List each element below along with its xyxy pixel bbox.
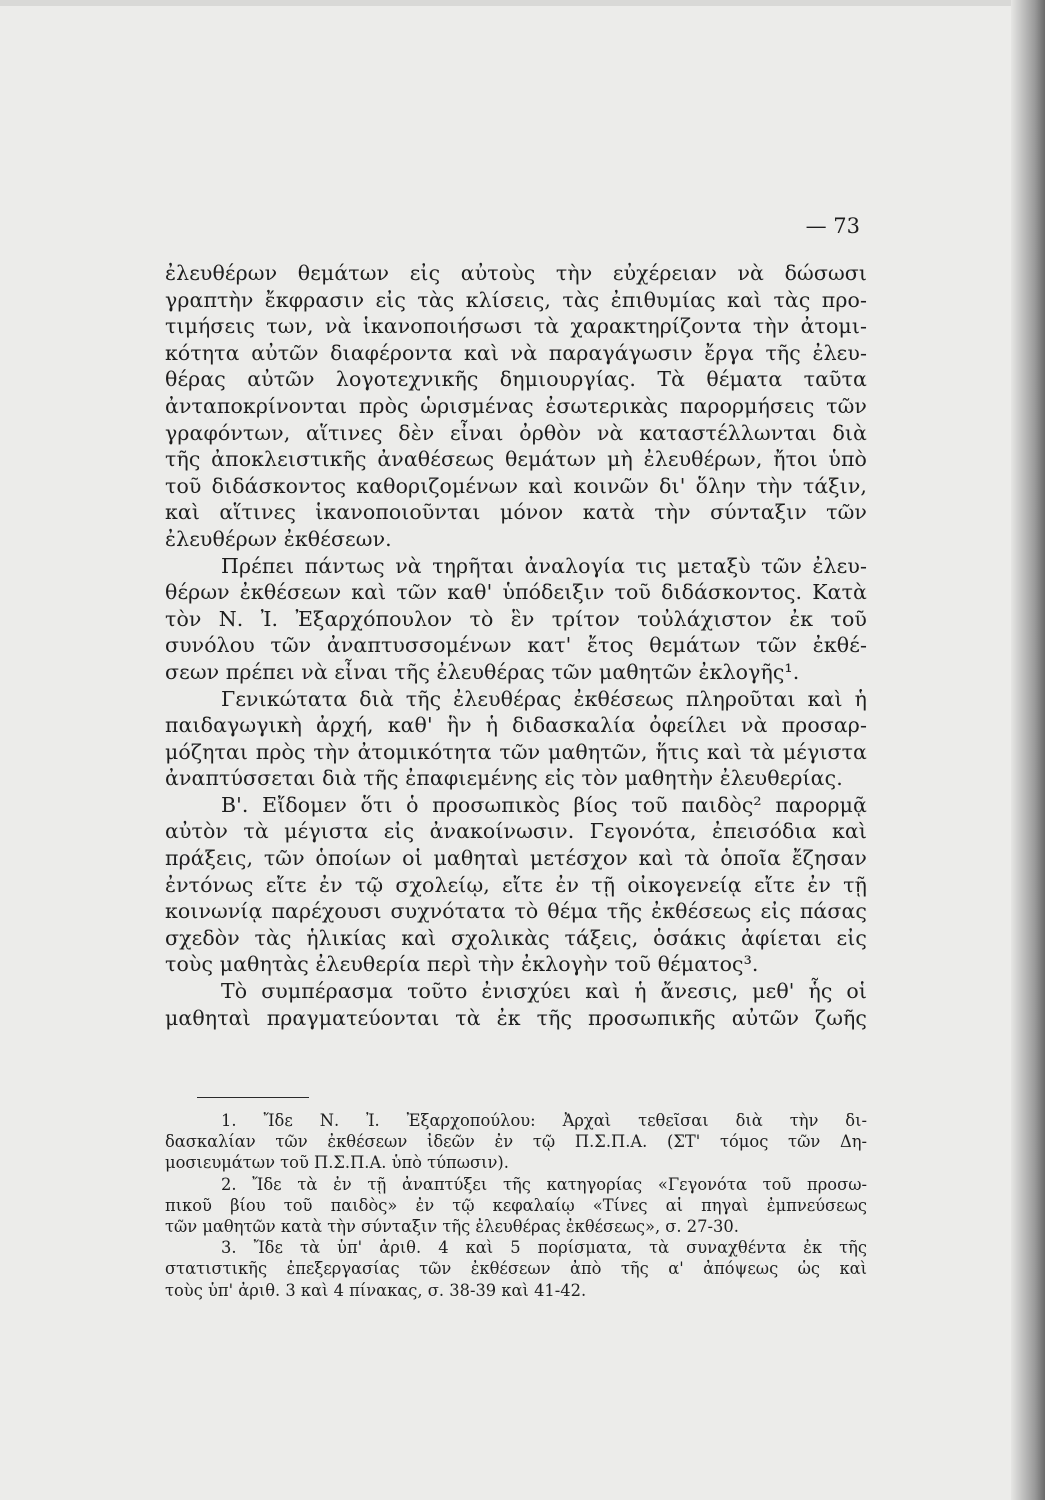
- footnote-line: μοσιευμάτων τοῦ Π.Σ.Π.Α. ὑπὸ τύπωσιν).: [165, 1153, 509, 1173]
- body-line: ἀναπτύσσεται διὰ τῆς ἐπαφιεμένης εἰς τὸν μαθητὴν ἐλευθερίας.: [165, 766, 843, 791]
- footnote-line: 2. Ἴδε τὰ ἐν τῇ ἀναπτύξει τῆς κατηγορίας «Γεγονότα τοῦ προσω-: [221, 1174, 867, 1194]
- page-binding-shadow: [1011, 0, 1045, 1500]
- body-line: ἀνταποκρίνονται πρὸς ὡρισμένας ἐσωτερικὰς παρορμήσεις τῶν: [165, 393, 867, 418]
- footnote-line: πικοῦ βίου τοῦ παιδὸς» ἐν τῷ κεφαλαίῳ «Τίνες αἱ πηγαὶ ἐμπνεύσεως: [165, 1195, 867, 1215]
- body-line: θέρας αὐτῶν λογοτεχνικῆς δημιουργίας. Τὰ θέματα ταῦτα: [165, 367, 867, 392]
- body-line: μόζηται πρὸς τὴν ἀτομικότητα τῶν μαθητῶν, ἥτις καὶ τὰ μέγιστα: [165, 739, 867, 764]
- footnote-line: τοὺς ὑπ' ἀριθ. 3 καὶ 4 πίνακας, σ. 38-39 καὶ 41-42.: [165, 1280, 587, 1300]
- body-line: αὐτὸν τὰ μέγιστα εἰς ἀνακοίνωσιν. Γεγονότα, ἐπεισόδια καὶ: [165, 819, 867, 844]
- body-line: συνόλου τῶν ἀναπτυσσομένων κατ' ἔτος θεμάτων τῶν ἐκθέ-: [165, 633, 867, 658]
- footnote-line: στατιστικῆς ἐπεξεργασίας τῶν ἐκθέσεων ἀπὸ τῆς α' ἀπόψεως ὡς καὶ: [165, 1259, 867, 1279]
- body-line: τὸν Ν. Ἰ. Ἐξαρχόπουλον τὸ ἓν τρίτον τοὐλάχιστον ἐκ τοῦ: [165, 606, 867, 631]
- body-line: τῆς ἀποκλειστικῆς ἀναθέσεως θεμάτων μὴ ἐλευθέρων, ἤτοι ὑπὸ: [165, 447, 867, 472]
- body-line: κοινωνίᾳ παρέχουσι συχνότατα τὸ θέμα τῆς ἐκθέσεως εἰς πάσας: [165, 899, 867, 924]
- footnote-rule: [197, 1097, 309, 1098]
- body-line: σεων πρέπει νὰ εἶναι τῆς ἐλευθέρας τῶν μαθητῶν ἐκλογῆς¹.: [165, 659, 800, 684]
- body-line: κότητα αὐτῶν διαφέροντα καὶ νὰ παραγάγωσιν ἔργα τῆς ἐλευ-: [165, 340, 867, 365]
- footnote-line: 3. Ἴδε τὰ ὑπ' ἀριθ. 4 καὶ 5 πορίσματα, τὰ συναχθέντα ἐκ τῆς: [221, 1238, 867, 1258]
- body-line: Γενικώτατα διὰ τῆς ἐλευθέρας ἐκθέσεως πληροῦται καὶ ἡ: [221, 686, 867, 711]
- body-line: Β'. Εἴδομεν ὅτι ὁ προσωπικὸς βίος τοῦ παιδὸς² παρορμᾷ: [221, 792, 867, 817]
- body-line: πράξεις, τῶν ὁποίων οἱ μαθηταὶ μετέσχον καὶ τὰ ὁποῖα ἔζησαν: [165, 846, 867, 871]
- body-line: ἐλευθέρων θεμάτων εἰς αὐτοὺς τὴν εὐχέρειαν νὰ δώσωσι: [165, 261, 867, 285]
- body-line: τιμήσεις των, νὰ ἱκανοποιήσωσι τὰ χαρακτηρίζοντα τὴν ἀτομι-: [165, 314, 867, 339]
- body-line: ἐλευθέρων ἐκθέσεων.: [165, 526, 392, 551]
- body-line: μαθηταὶ πραγματεύονται τὰ ἐκ τῆς προσωπικῆς αὐτῶν ζωῆς: [165, 1005, 867, 1030]
- page-top-edge: [0, 0, 1045, 6]
- body-line: παιδαγωγικὴ ἀρχή, καθ' ἣν ἡ διδασκαλία ὀφείλει νὰ προσαρ-: [165, 713, 867, 738]
- footnote-line: τῶν μαθητῶν κατὰ τὴν σύνταξιν τῆς ἐλευθέρας ἐκθέσεως», σ. 27-30.: [165, 1216, 739, 1236]
- body-text: [165, 260, 867, 1031]
- page-number: — 73: [805, 214, 860, 238]
- footnotes: [165, 1110, 867, 1301]
- body-line: τοὺς μαθητὰς ἐλευθερία περὶ τὴν ἐκλογὴν τοῦ θέματος³.: [165, 952, 759, 977]
- footnote-line: 1. Ἴδε Ν. Ἰ. Ἐξαρχοπούλου: Ἀρχαὶ τεθεῖσαι διὰ τὴν δι-: [221, 1111, 867, 1130]
- body-line: σχεδὸν τὰς ἡλικίας καὶ σχολικὰς τάξεις, ὁσάκις ἀφίεται εἰς: [165, 925, 867, 950]
- body-line: γραπτὴν ἔκφρασιν εἰς τὰς κλίσεις, τὰς ἐπιθυμίας καὶ τὰς προ-: [165, 287, 867, 312]
- body-line: ἐντόνως εἴτε ἐν τῷ σχολείῳ, εἴτε ἐν τῇ οἰκογενείᾳ εἴτε ἐν τῇ: [165, 872, 867, 897]
- body-line: Τὸ συμπέρασμα τοῦτο ἐνισχύει καὶ ἡ ἄνεσις, μεθ' ἧς οἱ: [221, 979, 867, 1004]
- body-line: θέρων ἐκθέσεων καὶ τῶν καθ' ὑπόδειξιν τοῦ διδάσκοντος. Κατὰ: [165, 580, 867, 605]
- footnote-line: δασκαλίαν τῶν ἐκθέσεων ἰδεῶν ἐν τῷ Π.Σ.Π.Α. (ΣΤ' τόμος τῶν Δη-: [165, 1132, 867, 1152]
- body-line: Πρέπει πάντως νὰ τηρῆται ἀναλογία τις μεταξὺ τῶν ἐλευ-: [221, 553, 867, 578]
- body-line: καὶ αἵτινες ἱκανοποιοῦνται μόνον κατὰ τὴν σύνταξιν τῶν: [165, 500, 867, 525]
- body-line: γραφόντων, αἵτινες δὲν εἶναι ὀρθὸν νὰ καταστέλλωνται διὰ: [165, 420, 867, 445]
- body-line: τοῦ διδάσκοντος καθοριζομένων καὶ κοινῶν δι' ὅλην τὴν τάξιν,: [165, 473, 867, 498]
